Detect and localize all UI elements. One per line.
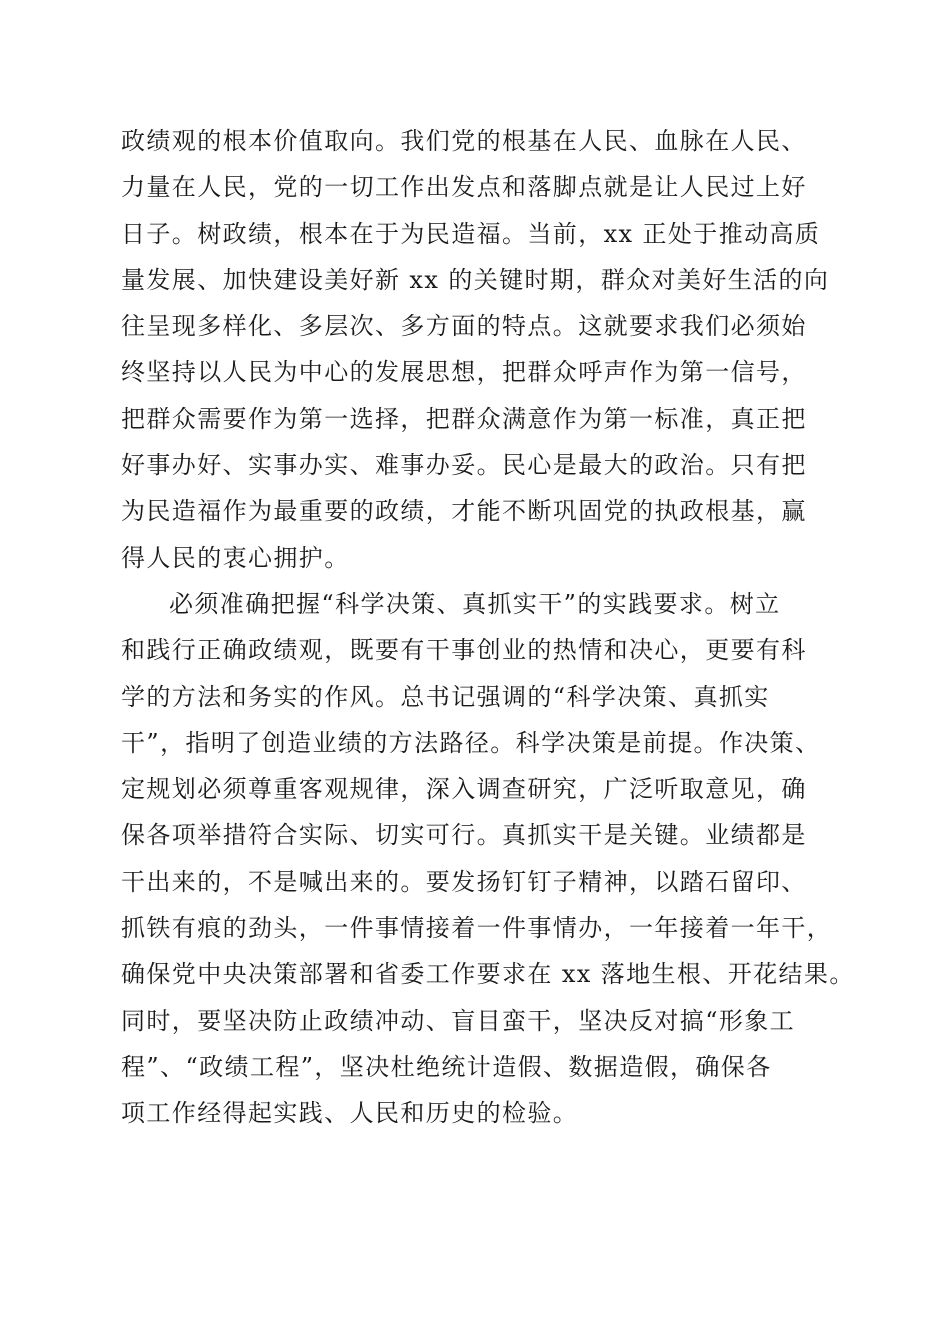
paragraph-1-line: 往呈现多样化、多层次、多方面的特点。这就要求我们必须始 [121,312,807,341]
paragraph-2-line: 保各项举措符合实际、切实可行。真抓实干是关键。业绩都是 [121,821,807,850]
paragraph-2-line: 项工作经得起实践、人民和历史的检验。 [121,1099,579,1128]
paragraph-1 [121,118,841,581]
paragraph-1-line: 力量在人民，党的一切工作出发点和落脚点就是让人民过上好 [121,173,807,202]
paragraph-2-line: 干”，指明了创造业绩的方法路径。科学决策是前提。作决策、 [121,728,821,757]
paragraph-2-line: 定规划必须尊重客观规律，深入调查研究，广泛听取意见，确 [121,775,807,804]
paragraph-2-line: 抓铁有痕的劲头，一件事情接着一件事情办，一年接着一年干， [121,914,833,943]
paragraph-2-line: 同时，要坚决防止政绩冲动、盲目蛮干，坚决反对搞“形象工 [121,1006,796,1035]
paragraph-1-line: 政绩观的根本价值取向。我们党的根基在人民、血脉在人民、 [121,127,807,155]
paragraph-2 [121,581,855,1137]
paragraph-1-line: 终坚持以人民为中心的发展思想，把群众呼声作为第一信号， [121,358,807,387]
paragraph-2-line: 确保党中央决策部署和省委工作要求在 xx 落地生根、开花结果。 [121,960,855,989]
paragraph-1-line: 好事办好、实事办实、难事办妥。民心是最大的政治。只有把 [121,451,807,480]
paragraph-1-line: 日子。树政绩，根本在于为民造福。当前，xx 正处于推动高质 [121,219,821,248]
paragraph-2-line: 必须准确把握“科学决策、真抓实干”的实践要求。树立 [169,589,781,618]
paragraph-2-line: 和践行正确政绩观，既要有干事创业的热情和决心，更要有科 [121,636,807,665]
paragraph-1-line: 为民造福作为最重要的政绩，才能不断巩固党的执政根基，赢 [121,497,807,526]
paragraph-1-line: 得人民的衷心拥护。 [121,543,350,572]
paragraph-2-line: 程”、“政绩工程”，坚决杜绝统计造假、数据造假，确保各 [121,1052,772,1081]
paragraph-2-line: 干出来的，不是喊出来的。要发扬钉钉子精神，以踏石留印、 [121,867,807,896]
paragraph-2-line: 学的方法和务实的作风。总书记强调的“科学决策、真抓实 [121,682,770,711]
paragraph-1-line: 量发展、加快建设美好新 xx 的关键时期，群众对美好生活的向 [121,265,830,294]
document-body [121,118,855,1137]
paragraph-1-line: 把群众需要作为第一选择，把群众满意作为第一标准，真正把 [121,404,807,433]
